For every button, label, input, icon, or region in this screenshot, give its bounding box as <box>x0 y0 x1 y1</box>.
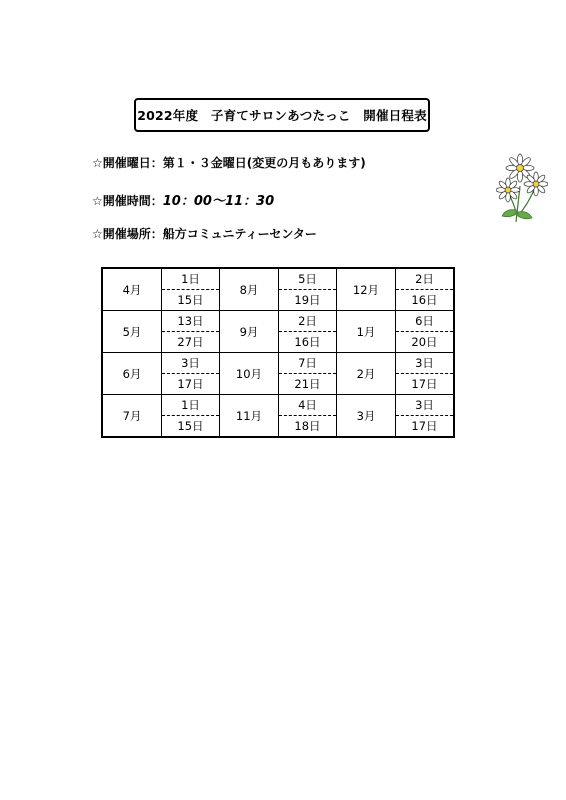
month-cell: 3月 <box>337 395 396 438</box>
schedule-row <box>102 311 454 353</box>
month-cell: 11月 <box>220 395 279 438</box>
third-date: 21日 <box>294 377 321 391</box>
month-cell: 6月 <box>102 353 162 395</box>
first-date: 13日 <box>162 311 219 332</box>
schedule-row <box>102 353 454 395</box>
month-cell: 8月 <box>220 268 279 311</box>
month-cell: 10月 <box>220 353 279 395</box>
third-date: 16日 <box>411 293 438 307</box>
month-cell: 12月 <box>337 268 396 311</box>
schedule-row <box>102 395 454 438</box>
dates-cell <box>279 353 337 395</box>
flower-icon <box>496 152 548 224</box>
schedule-table-body <box>102 268 454 437</box>
dates-cell <box>279 311 337 353</box>
month-cell: 7月 <box>102 395 162 438</box>
dates-cell <box>162 268 220 311</box>
third-date: 27日 <box>177 335 204 349</box>
dates-cell <box>279 395 337 438</box>
dates-cell <box>396 353 455 395</box>
info-place-label: ☆開催場所： <box>92 227 163 241</box>
first-date: 3日 <box>162 353 219 374</box>
month-cell: 1月 <box>337 311 396 353</box>
first-date: 7日 <box>279 353 336 374</box>
first-date: 6日 <box>396 311 453 332</box>
dates-cell <box>162 353 220 395</box>
info-time-value: 10：00～11：30 <box>162 194 275 209</box>
schedule-table <box>101 267 455 438</box>
info-day-label: ☆開催曜日： <box>92 156 163 170</box>
dates-cell <box>396 311 455 353</box>
info-day-value: 第１・３金曜日(変更の月もあります) <box>162 156 366 170</box>
third-date: 17日 <box>177 377 204 391</box>
page-title <box>134 98 430 132</box>
third-date: 15日 <box>177 419 204 433</box>
info-day <box>92 154 366 171</box>
schedule-row <box>102 268 454 311</box>
first-date: 5日 <box>279 269 336 290</box>
month-cell: 9月 <box>220 311 279 353</box>
dates-cell <box>162 311 220 353</box>
month-cell: 4月 <box>102 268 162 311</box>
month-cell: 2月 <box>337 353 396 395</box>
third-date: 15日 <box>177 293 204 307</box>
third-date: 16日 <box>294 335 321 349</box>
first-date: 1日 <box>162 395 219 416</box>
first-date: 2日 <box>396 269 453 290</box>
info-time-label: ☆開催時間： <box>92 194 163 208</box>
info-place-value: 船方コミュニティーセンター <box>162 227 317 241</box>
dates-cell <box>162 395 220 438</box>
first-date: 3日 <box>396 353 453 374</box>
info-place <box>92 225 317 242</box>
month-cell: 5月 <box>102 311 162 353</box>
third-date: 19日 <box>294 293 321 307</box>
third-date: 20日 <box>411 335 438 349</box>
first-date: 1日 <box>162 269 219 290</box>
dates-cell <box>396 395 455 438</box>
third-date: 17日 <box>411 377 438 391</box>
first-date: 4日 <box>279 395 336 416</box>
info-time <box>92 190 274 209</box>
third-date: 18日 <box>294 419 321 433</box>
page-title-text: 2022年度 子育てサロンあつたっこ 開催日程表 <box>137 108 427 123</box>
dates-cell <box>396 268 455 311</box>
first-date: 3日 <box>396 395 453 416</box>
third-date: 17日 <box>411 419 438 433</box>
first-date: 2日 <box>279 311 336 332</box>
dates-cell <box>279 268 337 311</box>
